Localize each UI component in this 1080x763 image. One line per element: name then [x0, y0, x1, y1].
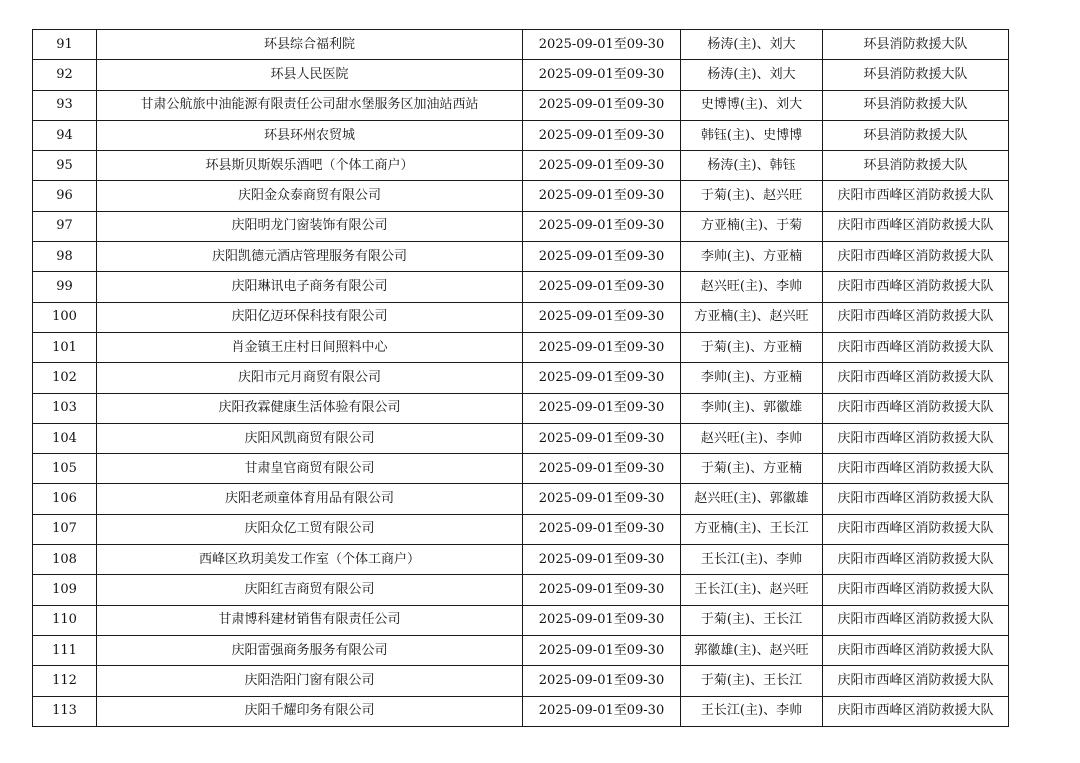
- unit-name-cell: 甘肃皇官商贸有限公司: [97, 454, 523, 484]
- date-range-cell: 2025-09-01至09-30: [523, 545, 681, 575]
- table-row: [33, 605, 1009, 635]
- inspector-cell: 王长江(主)、李帅: [681, 696, 823, 726]
- unit-name-cell: 环县综合福利院: [97, 30, 523, 60]
- brigade-cell: 庆阳市西峰区消防救援大队: [823, 514, 1009, 544]
- unit-name-cell: 甘肃公航旅中油能源有限责任公司甜水堡服务区加油站西站: [97, 90, 523, 120]
- brigade-cell: 庆阳市西峰区消防救援大队: [823, 272, 1009, 302]
- date-range-cell: 2025-09-01至09-30: [523, 484, 681, 514]
- inspector-cell: 杨涛(主)、刘大: [681, 30, 823, 60]
- row-number-cell: 102: [33, 363, 97, 393]
- inspector-cell: 杨涛(主)、刘大: [681, 60, 823, 90]
- table-row: [33, 454, 1009, 484]
- table-row: [33, 696, 1009, 726]
- table-row: [33, 181, 1009, 211]
- inspector-cell: 韩钰(主)、史博博: [681, 120, 823, 150]
- unit-name-cell: 庆阳红吉商贸有限公司: [97, 575, 523, 605]
- table-row: [33, 302, 1009, 332]
- unit-name-cell: 西峰区玖玥美发工作室（个体工商户）: [97, 545, 523, 575]
- date-range-cell: 2025-09-01至09-30: [523, 60, 681, 90]
- row-number-cell: 113: [33, 696, 97, 726]
- unit-name-cell: 环县环州农贸城: [97, 120, 523, 150]
- unit-name-cell: 庆阳风凯商贸有限公司: [97, 423, 523, 453]
- inspection-schedule-sheet: [32, 29, 1008, 727]
- date-range-cell: 2025-09-01至09-30: [523, 90, 681, 120]
- inspector-cell: 赵兴旺(主)、郭徽雄: [681, 484, 823, 514]
- date-range-cell: 2025-09-01至09-30: [523, 242, 681, 272]
- table-row: [33, 242, 1009, 272]
- row-number-cell: 110: [33, 605, 97, 635]
- table-row: [33, 120, 1009, 150]
- unit-name-cell: 庆阳凯德元酒店管理服务有限公司: [97, 242, 523, 272]
- inspector-cell: 王长江(主)、李帅: [681, 545, 823, 575]
- inspector-cell: 方亚楠(主)、赵兴旺: [681, 302, 823, 332]
- table-row: [33, 575, 1009, 605]
- brigade-cell: 环县消防救援大队: [823, 30, 1009, 60]
- brigade-cell: 庆阳市西峰区消防救援大队: [823, 635, 1009, 665]
- date-range-cell: 2025-09-01至09-30: [523, 363, 681, 393]
- date-range-cell: 2025-09-01至09-30: [523, 575, 681, 605]
- date-range-cell: 2025-09-01至09-30: [523, 272, 681, 302]
- brigade-cell: 庆阳市西峰区消防救援大队: [823, 666, 1009, 696]
- inspector-cell: 方亚楠(主)、于菊: [681, 211, 823, 241]
- row-number-cell: 99: [33, 272, 97, 302]
- inspector-cell: 李帅(主)、方亚楠: [681, 363, 823, 393]
- unit-name-cell: 肖金镇王庄村日间照料中心: [97, 332, 523, 362]
- brigade-cell: 环县消防救援大队: [823, 120, 1009, 150]
- brigade-cell: 庆阳市西峰区消防救援大队: [823, 181, 1009, 211]
- brigade-cell: 庆阳市西峰区消防救援大队: [823, 696, 1009, 726]
- unit-name-cell: 庆阳亿迈环保科技有限公司: [97, 302, 523, 332]
- unit-name-cell: 庆阳浩阳门窗有限公司: [97, 666, 523, 696]
- brigade-cell: 环县消防救援大队: [823, 60, 1009, 90]
- inspector-cell: 赵兴旺(主)、李帅: [681, 423, 823, 453]
- table-row: [33, 666, 1009, 696]
- row-number-cell: 109: [33, 575, 97, 605]
- brigade-cell: 庆阳市西峰区消防救援大队: [823, 605, 1009, 635]
- brigade-cell: 环县消防救援大队: [823, 151, 1009, 181]
- row-number-cell: 91: [33, 30, 97, 60]
- date-range-cell: 2025-09-01至09-30: [523, 666, 681, 696]
- table-row: [33, 514, 1009, 544]
- row-number-cell: 107: [33, 514, 97, 544]
- brigade-cell: 庆阳市西峰区消防救援大队: [823, 302, 1009, 332]
- unit-name-cell: 庆阳雷强商务服务有限公司: [97, 635, 523, 665]
- table-row: [33, 545, 1009, 575]
- date-range-cell: 2025-09-01至09-30: [523, 120, 681, 150]
- table-row: [33, 30, 1009, 60]
- date-range-cell: 2025-09-01至09-30: [523, 454, 681, 484]
- row-number-cell: 93: [33, 90, 97, 120]
- brigade-cell: 庆阳市西峰区消防救援大队: [823, 242, 1009, 272]
- unit-name-cell: 庆阳众亿工贸有限公司: [97, 514, 523, 544]
- row-number-cell: 92: [33, 60, 97, 90]
- unit-name-cell: 庆阳明龙门窗装饰有限公司: [97, 211, 523, 241]
- brigade-cell: 庆阳市西峰区消防救援大队: [823, 545, 1009, 575]
- unit-name-cell: 庆阳老顽童体育用品有限公司: [97, 484, 523, 514]
- row-number-cell: 98: [33, 242, 97, 272]
- row-number-cell: 105: [33, 454, 97, 484]
- table-row: [33, 211, 1009, 241]
- inspector-cell: 李帅(主)、方亚楠: [681, 242, 823, 272]
- date-range-cell: 2025-09-01至09-30: [523, 696, 681, 726]
- row-number-cell: 106: [33, 484, 97, 514]
- table-row: [33, 484, 1009, 514]
- inspector-cell: 于菊(主)、方亚楠: [681, 454, 823, 484]
- brigade-cell: 庆阳市西峰区消防救援大队: [823, 575, 1009, 605]
- unit-name-cell: 庆阳千耀印务有限公司: [97, 696, 523, 726]
- unit-name-cell: 环县斯贝斯娱乐酒吧（个体工商户）: [97, 151, 523, 181]
- inspector-cell: 于菊(主)、王长江: [681, 666, 823, 696]
- inspector-cell: 杨涛(主)、韩钰: [681, 151, 823, 181]
- row-number-cell: 104: [33, 423, 97, 453]
- unit-name-cell: 甘肃博科建材销售有限责任公司: [97, 605, 523, 635]
- date-range-cell: 2025-09-01至09-30: [523, 211, 681, 241]
- date-range-cell: 2025-09-01至09-30: [523, 635, 681, 665]
- row-number-cell: 100: [33, 302, 97, 332]
- brigade-cell: 环县消防救援大队: [823, 90, 1009, 120]
- inspector-cell: 于菊(主)、王长江: [681, 605, 823, 635]
- row-number-cell: 96: [33, 181, 97, 211]
- table-row: [33, 635, 1009, 665]
- date-range-cell: 2025-09-01至09-30: [523, 30, 681, 60]
- row-number-cell: 111: [33, 635, 97, 665]
- date-range-cell: 2025-09-01至09-30: [523, 605, 681, 635]
- brigade-cell: 庆阳市西峰区消防救援大队: [823, 393, 1009, 423]
- inspector-cell: 于菊(主)、赵兴旺: [681, 181, 823, 211]
- table-row: [33, 151, 1009, 181]
- date-range-cell: 2025-09-01至09-30: [523, 393, 681, 423]
- inspector-cell: 赵兴旺(主)、李帅: [681, 272, 823, 302]
- inspector-cell: 李帅(主)、郭徽雄: [681, 393, 823, 423]
- brigade-cell: 庆阳市西峰区消防救援大队: [823, 363, 1009, 393]
- inspector-cell: 郭徽雄(主)、赵兴旺: [681, 635, 823, 665]
- table-body: [33, 30, 1009, 727]
- brigade-cell: 庆阳市西峰区消防救援大队: [823, 211, 1009, 241]
- date-range-cell: 2025-09-01至09-30: [523, 151, 681, 181]
- brigade-cell: 庆阳市西峰区消防救援大队: [823, 454, 1009, 484]
- inspector-cell: 王长江(主)、赵兴旺: [681, 575, 823, 605]
- table-row: [33, 363, 1009, 393]
- unit-name-cell: 庆阳市元月商贸有限公司: [97, 363, 523, 393]
- brigade-cell: 庆阳市西峰区消防救援大队: [823, 423, 1009, 453]
- unit-name-cell: 庆阳金众泰商贸有限公司: [97, 181, 523, 211]
- row-number-cell: 103: [33, 393, 97, 423]
- date-range-cell: 2025-09-01至09-30: [523, 423, 681, 453]
- unit-name-cell: 庆阳孜霖健康生活体验有限公司: [97, 393, 523, 423]
- table-row: [33, 272, 1009, 302]
- inspector-cell: 于菊(主)、方亚楠: [681, 332, 823, 362]
- row-number-cell: 108: [33, 545, 97, 575]
- date-range-cell: 2025-09-01至09-30: [523, 514, 681, 544]
- row-number-cell: 101: [33, 332, 97, 362]
- row-number-cell: 94: [33, 120, 97, 150]
- inspection-schedule-table: [32, 29, 1009, 727]
- date-range-cell: 2025-09-01至09-30: [523, 302, 681, 332]
- table-row: [33, 393, 1009, 423]
- table-row: [33, 60, 1009, 90]
- brigade-cell: 庆阳市西峰区消防救援大队: [823, 484, 1009, 514]
- unit-name-cell: 环县人民医院: [97, 60, 523, 90]
- date-range-cell: 2025-09-01至09-30: [523, 332, 681, 362]
- table-row: [33, 332, 1009, 362]
- inspector-cell: 方亚楠(主)、王长江: [681, 514, 823, 544]
- unit-name-cell: 庆阳琳讯电子商务有限公司: [97, 272, 523, 302]
- table-row: [33, 423, 1009, 453]
- brigade-cell: 庆阳市西峰区消防救援大队: [823, 332, 1009, 362]
- inspector-cell: 史博博(主)、刘大: [681, 90, 823, 120]
- row-number-cell: 95: [33, 151, 97, 181]
- table-row: [33, 90, 1009, 120]
- row-number-cell: 112: [33, 666, 97, 696]
- date-range-cell: 2025-09-01至09-30: [523, 181, 681, 211]
- row-number-cell: 97: [33, 211, 97, 241]
